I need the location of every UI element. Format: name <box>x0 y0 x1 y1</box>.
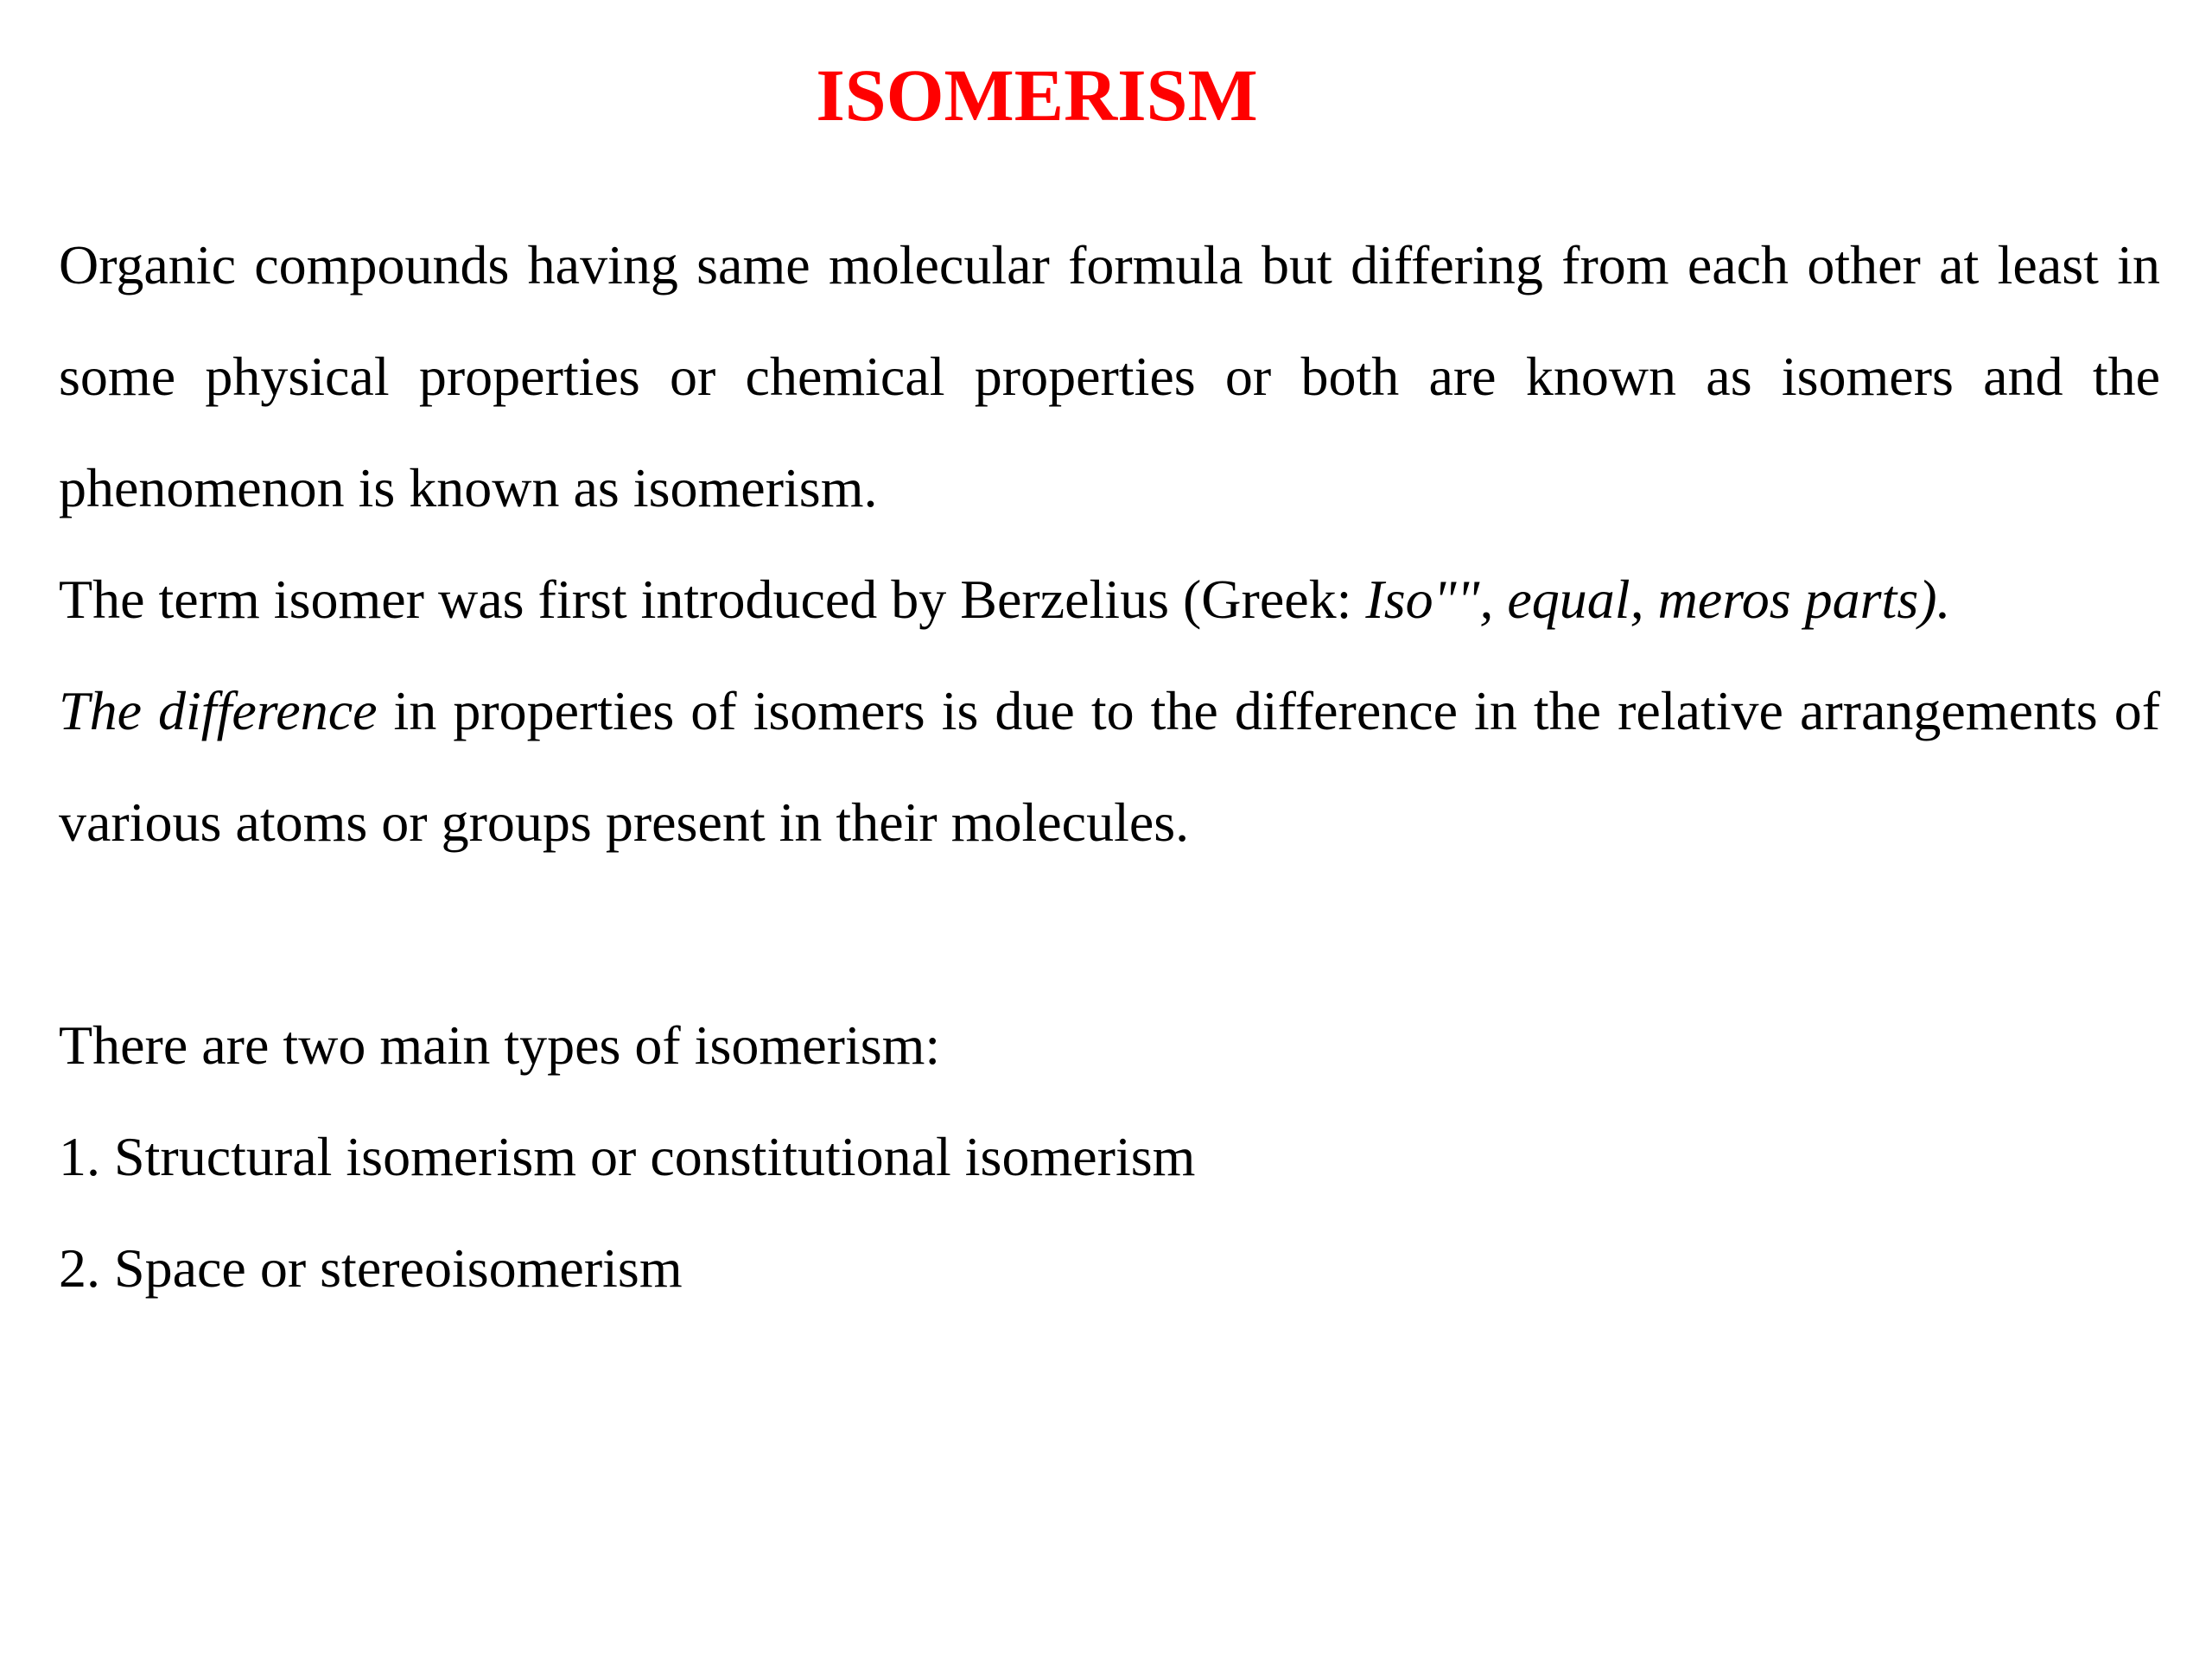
difference-paragraph <box>59 655 2160 878</box>
document-body <box>59 209 2160 1324</box>
definition-paragraph: Organic compounds having same molecular formula but differing from each other at least in some physical properties or chemical properties or both are known as isomers and the phenomenon is known as isomerism. <box>59 234 2160 518</box>
origin-etymology: Iso"", equal, meros parts). <box>1365 569 1951 630</box>
difference-emphasis: The difference <box>59 680 378 741</box>
difference-text: in properties of isomers is due to the difference in the relative arrangements of various atoms or groups present in their molecules. <box>59 680 2161 853</box>
origin-paragraph <box>59 543 2160 655</box>
blank-line <box>59 878 2160 989</box>
list-item: 2. Space or stereoisomerism <box>59 1237 683 1299</box>
page-title: ISOMERISM <box>816 54 1258 137</box>
origin-text: The term isomer was first introduced by Berzelius (Greek: <box>59 569 1366 630</box>
list-item: 1. Structural isomerism or constitutional isomerism <box>59 1126 1196 1187</box>
types-intro: There are two main types of isomerism: <box>59 1014 941 1076</box>
